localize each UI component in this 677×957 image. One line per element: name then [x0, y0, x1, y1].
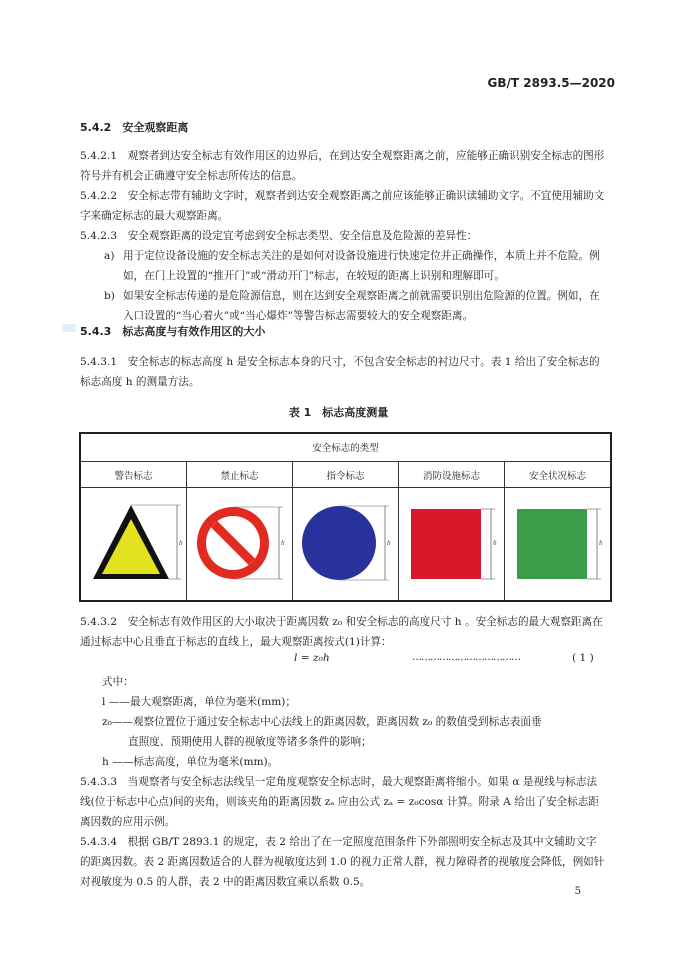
paragraph-5-4-2-2: 5.4.2.2 安全标志带有辅助文字时，观察者到达安全观察距离之前应该能够正确识读辅助文字。不宜使用辅助文字来确定标志的最大观察距离。	[80, 190, 605, 222]
column-header-fire-equipment: 消防设施标志	[399, 461, 505, 487]
formula-number: ( 1 )	[572, 652, 594, 664]
cell-mandatory-sign	[293, 488, 399, 601]
safe-condition-square-icon	[505, 489, 610, 599]
variable-z0-definition-cont: 直照度、预期使用人群的视敏度等诸多条件的影响；	[128, 736, 372, 748]
formula-expression: l = z₀h	[294, 652, 330, 664]
list-item-b-label: b)	[104, 290, 115, 302]
mandatory-circle-icon	[293, 489, 398, 599]
standard-code-header: GB/T 2893.5—2020	[487, 76, 615, 90]
paragraph-5-4-2-3: 5.4.2.3 安全观察距离的设定宜考虑到安全标志类型、安全信息及危险源的差异性：	[80, 230, 478, 242]
variable-h-definition: h ——标志高度，单位为毫米(mm)。	[102, 756, 279, 768]
warning-triangle-icon	[81, 489, 186, 599]
column-header-prohibition: 禁止标志	[187, 461, 293, 487]
paragraph-5-4-3-4: 5.4.3.4 根据 GB/T 2893.1 的规定，表 2 给出了在一定照度范围条件下外部照明安全标志及其中文辅助文字的距离因数。表 2 距离因数适合的人群为视敏度达到 1.0 的视力正常人群，视力障碍者的视敏度会降低，例如针对视敏度为 0.5 的人群，表 2 中的距离因数宜乘以系数 0.5。	[80, 836, 605, 888]
where-label: 式中：	[102, 676, 134, 688]
variable-l-definition: l ——最大观察距离，单位为毫米(mm)；	[102, 696, 297, 708]
h-label: h	[281, 540, 285, 548]
cell-warning-sign	[80, 488, 187, 601]
cell-prohibition-sign	[187, 488, 293, 601]
column-header-mandatory: 指令标志	[293, 461, 399, 487]
list-item-a-text: 用于定位设备设施的安全标志关注的是如何对设备设施进行快速定位并正确操作，本质上并不危险。例如，在门上设置的“推开门”或“滑动开门”标志，在较短的距离上识别和理解即可。	[123, 250, 600, 282]
list-item-b-text: 如果安全标志传递的是危险源信息，则在达到安全观察距离之前就需要识别出危险源的位置。例如，在入口设置的“当心着火”或“当心爆炸”等警告标志需要较大的安全观察距离。	[123, 290, 600, 322]
h-label: h	[179, 540, 183, 548]
column-header-safe-condition: 安全状况标志	[505, 461, 612, 487]
formula-leader-dots: ………………………………	[412, 652, 520, 663]
margin-marker	[62, 324, 76, 332]
column-header-warning: 警告标志	[80, 461, 187, 487]
table-header-sign-type: 安全标志的类型	[80, 433, 611, 461]
h-label: h	[599, 540, 603, 548]
cell-safe-condition-sign	[505, 488, 612, 601]
variable-z0-definition: z₀——观察位置位于通过安全标志中心法线上的距离因数，距离因数 z₀ 的数值受到标志表面垂	[102, 716, 542, 728]
paragraph-5-4-3-2: 5.4.3.2 安全标志有效作用区的大小取决于距离因数 z₀ 和安全标志的高度尺寸 h 。安全标志的最大观察距离在通过标志中心且垂直于标志的直线上，最大观察距离按式(1)计算：	[80, 616, 603, 648]
page-number: 5	[574, 886, 581, 897]
cell-fire-equipment-sign	[399, 488, 505, 601]
paragraph-5-4-2-1: 5.4.2.1 观察者到达安全标志有效作用区的边界后，在到达安全观察距离之前，应能够正确识别安全标志的图形符号并有机会正确遵守安全标志所传达的信息。	[80, 150, 605, 182]
section-5-4-2-title: 5.4.2 安全观察距离	[80, 121, 189, 134]
h-label: h	[493, 540, 497, 548]
section-5-4-3-title: 5.4.3 标志高度与有效作用区的大小	[80, 325, 266, 338]
paragraph-5-4-3-1: 5.4.3.1 安全标志的标志高度 h 是安全标志本身的尺寸，不包含安全标志的衬边尺寸。表 1 给出了安全标志的标志高度 h 的测量方法。	[80, 356, 600, 388]
list-item-a-label: a)	[104, 250, 115, 262]
paragraph-5-4-3-3: 5.4.3.3 当观察者与安全标志法线呈一定角度观察安全标志时，最大观察距离将缩小。如果 α 是视线与标志法线(位于标志中心点)间的夹角，则该夹角的距离因数 zₐ 应由公式 zₐ = z₀cosα 计算。附录 A 给出了安全标志距离因数的应用示例。	[80, 776, 599, 828]
h-label: h	[387, 540, 391, 548]
prohibition-circle-icon	[187, 489, 292, 599]
table-1-sign-height	[79, 432, 612, 602]
table-1-caption: 表 1 标志高度测量	[288, 406, 389, 419]
fire-square-icon	[399, 489, 504, 599]
